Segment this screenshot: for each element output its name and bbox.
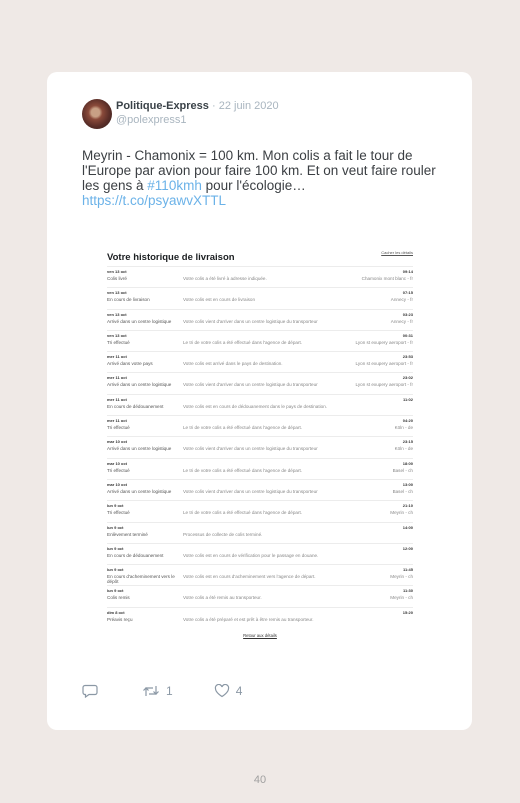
- event-time: 14:00: [402, 524, 413, 530]
- retweet-count: 1: [166, 684, 173, 698]
- delivery-event-row: [107, 330, 413, 351]
- event-place: Annecy - fr: [390, 297, 413, 303]
- event-place: Basel - ch: [392, 488, 413, 494]
- tweet-url-link[interactable]: https://t.co/psyawvXTTL: [82, 193, 227, 208]
- event-place: Köln - de: [394, 425, 413, 431]
- event-status: Tri effectué: [107, 425, 130, 431]
- tweet-text-after: pour l'écologie…: [201, 178, 306, 193]
- delivery-event-row: [107, 522, 413, 543]
- event-time: 11:45: [402, 567, 413, 573]
- event-place: Lyon st exupery aeroport - fr: [355, 382, 413, 388]
- tweet-actions: [82, 684, 242, 698]
- delivery-event-row: [107, 436, 413, 457]
- tweet-date[interactable]: · 22 juin 2020: [211, 100, 279, 112]
- event-date: lun 9 oct: [107, 567, 124, 573]
- event-place: Köln - de: [394, 446, 413, 452]
- event-date: ven 13 oct: [107, 290, 127, 296]
- event-message: Votre colis est en cours de dédouanement dans le pays de destination.: [183, 403, 328, 409]
- event-date: ven 13 oct: [107, 311, 127, 317]
- event-status: Arrivé dans un centre logistique: [107, 488, 172, 494]
- event-message: Votre colis vient d'arriver dans un centre logistique du transporteur: [183, 446, 318, 452]
- delivery-event-row: [107, 287, 413, 308]
- event-time: 12:00: [402, 545, 413, 551]
- event-message: Le tri de votre colis a été effectué dans l'agence de départ.: [183, 425, 303, 431]
- delivery-event-row: [107, 415, 413, 436]
- delivery-event-row: [107, 266, 413, 287]
- event-place: Annecy - fr: [390, 318, 413, 324]
- delivery-event-row: [107, 607, 413, 628]
- event-status: Tri effectué: [107, 467, 130, 473]
- author-name[interactable]: Politique-Express: [116, 100, 209, 112]
- event-date: lun 9 oct: [107, 545, 124, 551]
- delivery-event-list: [107, 266, 413, 628]
- event-status: Arrivé dans votre pays: [107, 361, 153, 367]
- delivery-event-row: [107, 585, 413, 606]
- event-date: mar 10 oct: [107, 439, 128, 445]
- event-message: Votre colis a été remis au transporteur.: [183, 595, 262, 601]
- event-status: Colis livré: [107, 276, 127, 281]
- event-date: ven 13 oct: [107, 332, 127, 338]
- delivery-history-image[interactable]: [107, 247, 413, 638]
- event-place: Basel - ch: [392, 467, 413, 473]
- delivery-event-row: [107, 394, 413, 415]
- event-time: 11:02: [402, 396, 413, 402]
- delivery-event-row: [107, 351, 413, 372]
- event-status: Colis remis: [107, 595, 130, 601]
- delivery-event-row: [107, 372, 413, 393]
- delivery-event-row: [107, 543, 413, 564]
- event-status: Préavis reçu: [107, 616, 133, 622]
- event-place: Lyon st exupery aeroport - fr: [355, 339, 413, 345]
- event-date: mer 11 oct: [107, 354, 127, 360]
- event-status: Arrivé dans un centre logistique: [107, 446, 172, 452]
- event-date: mar 10 oct: [107, 481, 128, 487]
- event-date: lun 9 oct: [107, 588, 124, 594]
- event-date: ven 13 oct: [107, 269, 127, 274]
- event-date: lun 9 oct: [107, 503, 124, 509]
- event-message: Votre colis est arrivé dans le pays de destination.: [183, 361, 283, 367]
- event-message: Votre colis a été préparé et est prêt à être remis au transporteur.: [183, 616, 314, 622]
- event-time: 03:23: [402, 311, 413, 317]
- event-time: 23:53: [402, 354, 413, 360]
- event-status: En cours de livraison: [107, 297, 150, 303]
- event-message: Votre colis est en cours de livraison: [183, 297, 256, 303]
- event-message: Le tri de votre colis a été effectué dans l'agence de départ.: [183, 339, 303, 345]
- page-number: 40: [253, 774, 267, 786]
- delivery-event-row: [107, 564, 413, 585]
- back-to-details-link: Retour aux détails: [243, 633, 277, 639]
- event-time: 00:31: [402, 332, 413, 338]
- event-message: Le tri de votre colis a été effectué dans l'agence de départ.: [183, 510, 303, 516]
- event-place: Meyrin - ch: [390, 574, 413, 580]
- event-date: mar 10 oct: [107, 460, 128, 466]
- event-time: 11:30: [402, 588, 413, 594]
- event-time: 15:20: [402, 609, 413, 615]
- tweet-card: [47, 72, 472, 730]
- retweet-icon: [142, 684, 160, 698]
- retweet-button[interactable]: [142, 684, 173, 698]
- reply-button[interactable]: [82, 684, 98, 698]
- event-message: Votre colis vient d'arriver dans un centre logistique du transporteur: [183, 318, 318, 324]
- avatar[interactable]: [82, 99, 112, 129]
- event-message: Votre colis est en cours de vérification pour le passage en douane.: [183, 552, 319, 558]
- event-status: En cours d'acheminement vers le dépôt: [107, 574, 175, 585]
- event-place: Chamonix mont blanc - fr: [361, 276, 413, 281]
- event-status: Arrivé dans un centre logistique: [107, 318, 172, 324]
- event-message: Votre colis vient d'arriver dans un centre logistique du transporteur: [183, 382, 318, 388]
- event-date: mer 11 oct: [107, 418, 127, 424]
- hashtag-link[interactable]: #110kmh: [147, 178, 202, 193]
- tweet-text: [82, 148, 452, 193]
- event-status: En cours de dédouanement: [107, 552, 164, 558]
- event-place: Meyrin - ch: [390, 510, 413, 516]
- like-count: 4: [235, 684, 243, 698]
- event-message: Votre colis vient d'arriver dans un centre logistique du transporteur: [183, 488, 318, 494]
- event-place: Lyon st exupery aeroport - fr: [355, 361, 413, 367]
- delivery-event-row: [107, 500, 413, 521]
- author-handle[interactable]: @polexpress1: [116, 114, 187, 126]
- event-message: Processus de collecte de colis terminé.: [183, 531, 263, 537]
- event-time: 23:02: [402, 375, 413, 381]
- event-time: 23:15: [402, 439, 413, 445]
- delivery-event-row: [107, 479, 413, 500]
- event-message: Le tri de votre colis a été effectué dans l'agence de départ.: [183, 467, 303, 473]
- heart-icon: [214, 684, 230, 698]
- delivery-event-row: [107, 309, 413, 330]
- tweet-header: [82, 99, 279, 129]
- event-time: 13:00: [402, 481, 413, 487]
- event-time: 18:00: [402, 460, 413, 466]
- event-status: Arrivé dans un centre logistique: [107, 382, 172, 388]
- event-message: Votre colis est en cours d'acheminement vers l'agence de départ.: [183, 574, 316, 580]
- event-date: lun 9 oct: [107, 524, 124, 530]
- delivery-event-row: [107, 458, 413, 479]
- event-time: 09:14: [402, 269, 413, 274]
- event-time: 07:15: [402, 290, 413, 296]
- event-place: Meyrin - ch: [390, 595, 413, 601]
- delivery-history-title: Votre historique de livraison: [107, 252, 235, 263]
- event-status: Tri effectué: [107, 510, 130, 516]
- event-time: 21:10: [402, 503, 413, 509]
- event-status: Tri effectué: [107, 339, 130, 345]
- like-button[interactable]: [214, 684, 243, 698]
- reply-icon: [82, 684, 98, 698]
- event-time: 04:20: [402, 418, 413, 424]
- event-date: dim 8 oct: [107, 609, 125, 615]
- event-date: mer 11 oct: [107, 396, 127, 402]
- event-status: En cours de dédouanement: [107, 403, 164, 409]
- event-date: mer 11 oct: [107, 375, 127, 381]
- tweet-text-before: Meyrin - Chamonix = 100 km. Mon colis a fait le tour de l'Europe par avion pour faire 100 km. Et on veut faire rouler les gens à: [82, 148, 436, 193]
- event-status: Enlèvement terminé: [107, 531, 148, 537]
- event-message: Votre colis a été livré à adresse indiquée.: [183, 276, 267, 281]
- hide-details-link: Cacher les détails: [381, 250, 413, 255]
